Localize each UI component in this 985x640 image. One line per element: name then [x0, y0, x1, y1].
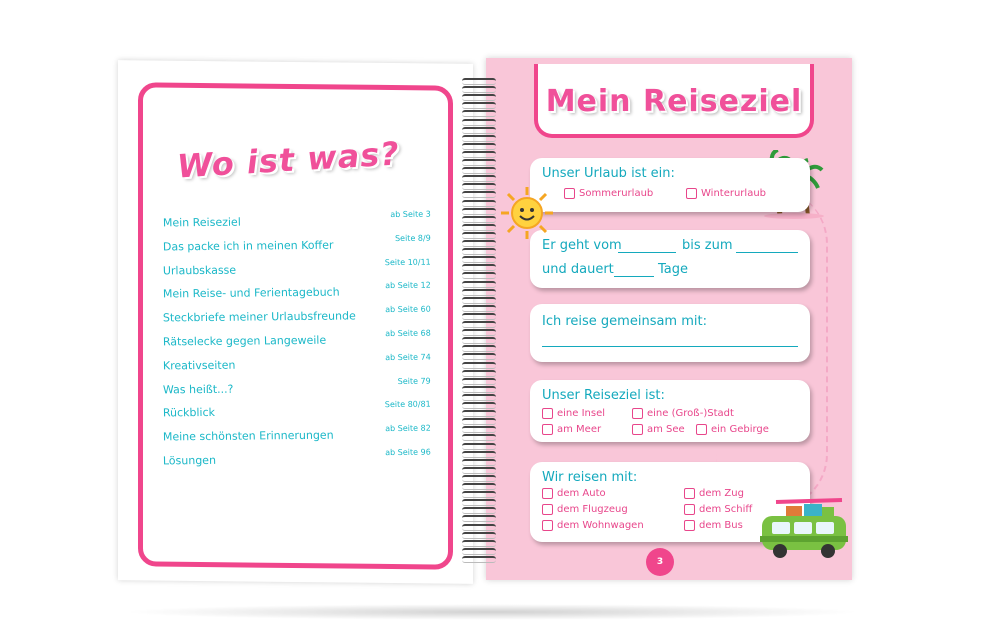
checkbox[interactable]: [542, 408, 553, 419]
spiral-ring: [462, 256, 496, 263]
spiral-ring: [462, 240, 496, 247]
toc-label: Urlaubskasse: [162, 263, 237, 278]
spiral-ring: [462, 119, 496, 126]
spiral-ring: [462, 524, 496, 531]
toc-row: [162, 352, 431, 386]
checkbox[interactable]: [542, 520, 553, 531]
spiral-binding: [462, 78, 496, 568]
spiral-ring: [462, 370, 496, 377]
spiral-ring: [462, 434, 496, 441]
option-label: dem Auto: [557, 488, 606, 499]
spiral-ring: [462, 540, 496, 547]
input-line-companions[interactable]: [542, 346, 798, 347]
toc-label: Kreativseiten: [162, 358, 236, 373]
option-label: Winterurlaub: [701, 188, 767, 199]
spiral-ring: [462, 499, 496, 506]
option-label: Sommerurlaub: [579, 188, 654, 199]
card-heading: Ich reise gemeinsam mit:: [542, 314, 707, 329]
input-line-to[interactable]: [736, 252, 798, 253]
spiral-ring: [462, 467, 496, 474]
toc-label: Steckbriefe meiner Urlaubsfreunde: [162, 309, 356, 325]
option-label: dem Flugzeug: [557, 504, 628, 515]
toc-page: ab Seite 12: [385, 281, 431, 291]
spiral-ring: [462, 394, 496, 401]
toc-label: Rätselecke gegen Langeweile: [162, 333, 327, 349]
input-line-from[interactable]: [618, 252, 676, 253]
toc-page: ab Seite 3: [390, 209, 431, 220]
spiral-ring: [462, 410, 496, 417]
table-of-contents: [162, 209, 431, 479]
spiral-ring: [462, 232, 496, 239]
checkbox[interactable]: [684, 504, 695, 515]
input-line-days[interactable]: [614, 276, 654, 277]
toc-label: Lösungen: [162, 453, 217, 468]
spiral-ring: [462, 127, 496, 134]
toc-title: Wo ist was?: [175, 134, 401, 186]
spiral-ring: [462, 305, 496, 312]
spiral-ring: [462, 345, 496, 352]
spiral-ring: [462, 443, 496, 450]
option-stadt[interactable]: [632, 408, 734, 419]
toc-label: Rückblick: [162, 406, 216, 420]
toc-page: ab Seite 74: [385, 352, 431, 362]
spiral-ring: [462, 289, 496, 296]
card-text-duration: und dauert: [542, 262, 614, 277]
spiral-ring: [462, 548, 496, 555]
toc-page: ab Seite 68: [385, 328, 431, 339]
toc-page: Seite 80/81: [384, 399, 431, 410]
card-reiseziel: [530, 380, 810, 442]
toc-label: Das packe ich in meinen Koffer: [162, 238, 334, 254]
spiral-ring: [462, 167, 496, 174]
spiral-ring: [462, 337, 496, 344]
spiral-ring: [462, 94, 496, 101]
spiral-ring: [462, 248, 496, 255]
option-meer[interactable]: [542, 424, 601, 435]
card-text-days: Tage: [658, 262, 689, 277]
spiral-ring: [462, 483, 496, 490]
spiral-ring: [462, 135, 496, 142]
spiral-ring: [462, 362, 496, 369]
right-page: [486, 58, 852, 580]
option-wohnwagen[interactable]: [542, 520, 644, 531]
option-label: am Meer: [557, 424, 602, 435]
spiral-ring: [462, 329, 496, 336]
option-sommerurlaub[interactable]: [564, 188, 653, 199]
spiral-ring: [462, 86, 496, 93]
spiral-ring: [462, 200, 496, 207]
spiral-ring: [462, 272, 496, 279]
spiral-ring: [462, 402, 496, 409]
option-label: dem Bus: [699, 520, 743, 531]
option-see[interactable]: [632, 424, 685, 435]
spiral-ring: [462, 556, 496, 563]
spiral-ring: [462, 475, 496, 482]
option-label: eine (Groß-)Stadt: [647, 408, 734, 419]
spiral-ring: [462, 515, 496, 522]
checkbox[interactable]: [542, 488, 553, 499]
card-dauer: [530, 230, 810, 288]
spiral-ring: [462, 281, 496, 288]
spiral-ring: [462, 491, 496, 498]
toc-label: Was heißt...?: [162, 382, 234, 396]
toc-frame: [138, 82, 453, 569]
toc-label: Mein Reiseziel: [162, 215, 241, 230]
option-label: dem Zug: [699, 488, 744, 499]
checkbox[interactable]: [686, 188, 697, 199]
spiral-ring: [462, 459, 496, 466]
spiral-ring: [462, 159, 496, 166]
checkbox[interactable]: [632, 424, 643, 435]
toc-label: Mein Reise- und Ferientagebuch: [162, 285, 340, 301]
spiral-ring: [462, 151, 496, 158]
spiral-ring: [462, 183, 496, 190]
spiral-ring: [462, 418, 496, 425]
spiral-ring: [462, 191, 496, 198]
spiral-ring: [462, 78, 496, 85]
checkbox[interactable]: [542, 504, 553, 515]
option-winterurlaub[interactable]: [686, 188, 766, 199]
spiral-ring: [462, 507, 496, 514]
card-urlaub: [530, 158, 810, 212]
sun-icon: [500, 186, 554, 240]
spiral-ring: [462, 143, 496, 150]
toc-page: Seite 8/9: [394, 233, 431, 243]
spiral-ring: [462, 353, 496, 360]
spiral-ring: [462, 102, 496, 109]
toc-page: ab Seite 96: [385, 447, 431, 458]
toc-page: Seite 10/11: [384, 257, 431, 267]
option-label: dem Schiff: [699, 504, 753, 515]
spiral-ring: [462, 208, 496, 215]
van-icon: [756, 496, 850, 560]
toc-page: ab Seite 82: [385, 423, 431, 434]
spiral-ring: [462, 451, 496, 458]
option-label: am See: [647, 424, 685, 435]
spiral-ring: [462, 297, 496, 304]
checkbox[interactable]: [684, 488, 695, 499]
spiral-ring: [462, 532, 496, 539]
card-heading: Wir reisen mit:: [542, 470, 638, 485]
option-label: dem Wohnwagen: [557, 520, 644, 531]
card-gemeinsam: [530, 304, 810, 362]
book-shadow: [122, 604, 862, 620]
card-text-from: Er geht vom: [542, 238, 622, 253]
checkbox[interactable]: [542, 424, 553, 435]
toc-label: Meine schönsten Erinnerungen: [162, 428, 334, 444]
toc-row: [162, 209, 431, 241]
option-flugzeug[interactable]: [542, 504, 628, 515]
toc-page: Seite 79: [397, 376, 431, 386]
spiral-ring: [462, 386, 496, 393]
option-label: eine Insel: [557, 408, 606, 419]
checkbox[interactable]: [632, 408, 643, 419]
spiral-ring: [462, 175, 496, 182]
toc-row: [162, 447, 431, 479]
spiral-ring: [462, 378, 496, 385]
option-schiff[interactable]: [684, 504, 752, 515]
option-gebirge[interactable]: [696, 424, 769, 435]
spiral-ring: [462, 321, 496, 328]
card-text-to: bis zum: [682, 238, 733, 253]
checkbox[interactable]: [696, 424, 707, 435]
spiral-ring: [462, 264, 496, 271]
page-title: Mein Reiseziel: [545, 84, 803, 119]
spiral-ring: [462, 426, 496, 433]
option-insel[interactable]: [542, 408, 605, 419]
option-auto[interactable]: [542, 488, 606, 499]
checkbox[interactable]: [684, 520, 695, 531]
checkbox[interactable]: [564, 188, 575, 199]
spiral-ring: [462, 224, 496, 231]
left-page: [118, 60, 473, 584]
title-banner: [534, 64, 814, 138]
option-label: ein Gebirge: [711, 424, 769, 435]
spiral-ring: [462, 313, 496, 320]
card-heading: Unser Reiseziel ist:: [542, 388, 665, 403]
option-zug[interactable]: [684, 488, 744, 499]
toc-page: ab Seite 60: [385, 304, 431, 315]
option-bus[interactable]: [684, 520, 743, 531]
spiral-ring: [462, 216, 496, 223]
spiral-ring: [462, 110, 496, 117]
page-number: 3: [646, 548, 674, 576]
card-heading: Unser Urlaub ist ein:: [542, 166, 675, 181]
